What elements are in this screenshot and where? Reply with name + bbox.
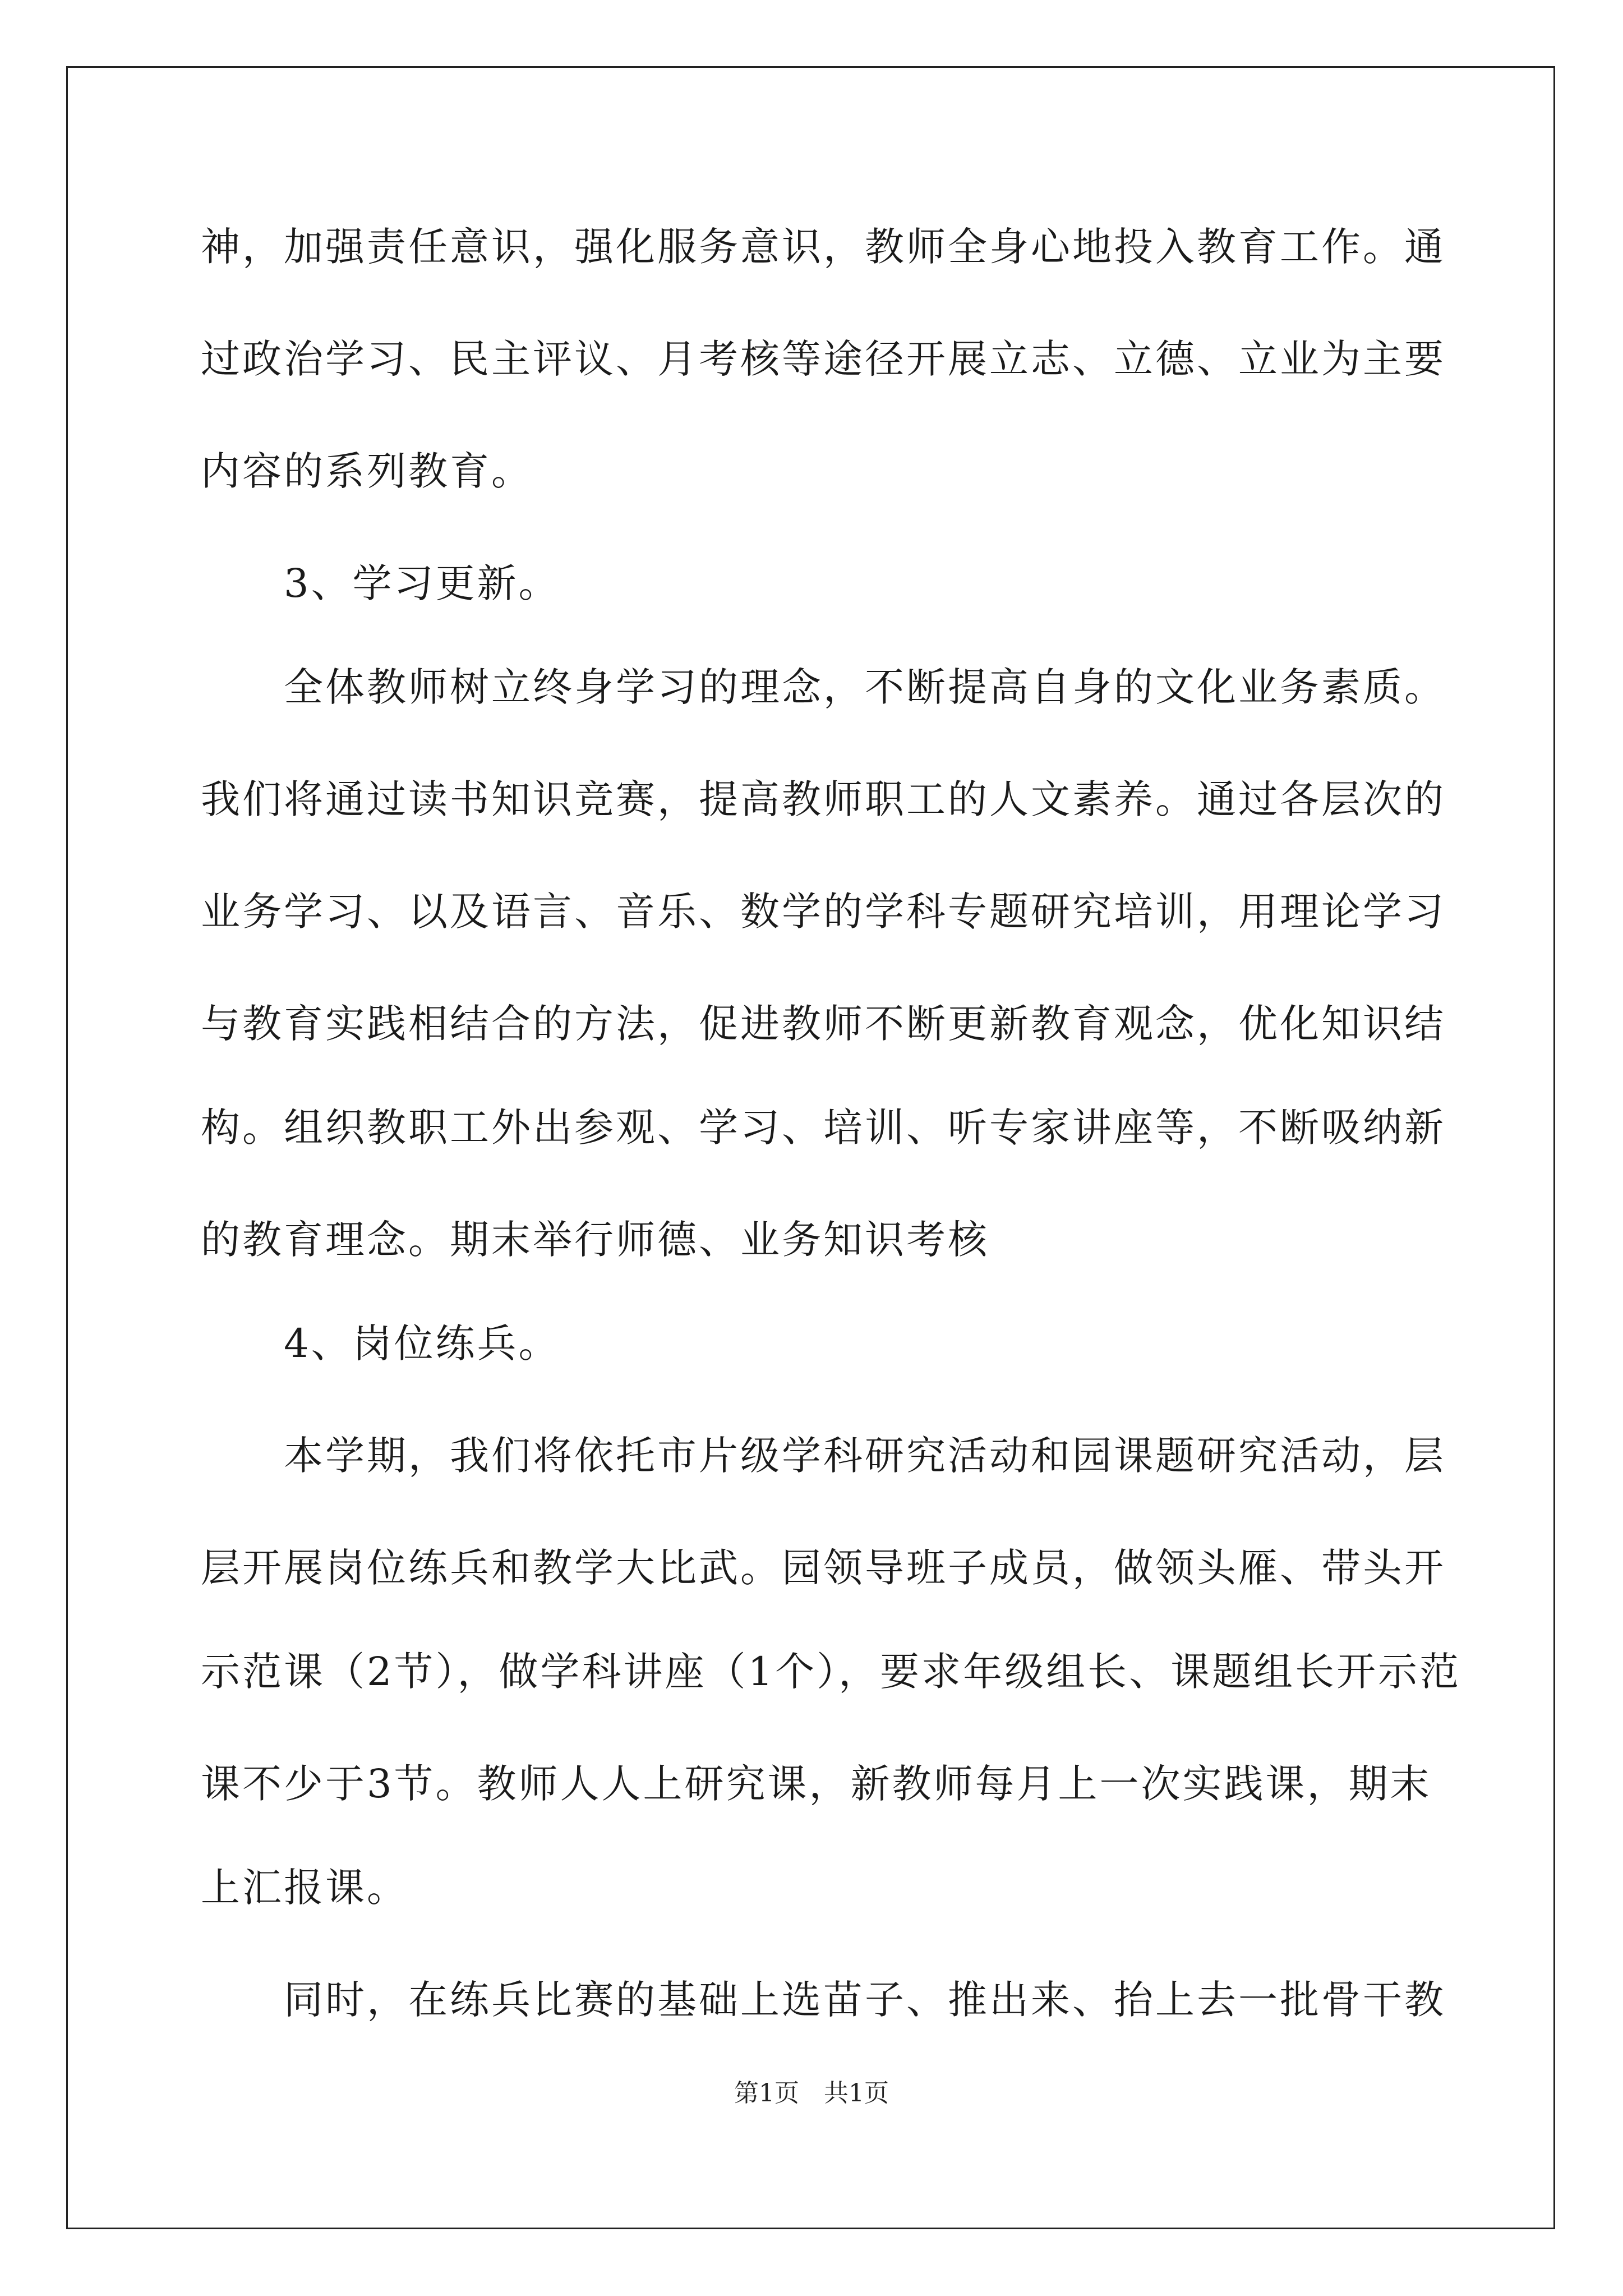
text-line: 的教育理念。期末举行师德、业务知识考核 (201, 1217, 989, 1263)
text-line: 同时，在练兵比赛的基础上选苗子、推出来、抬上去一批骨干教 (201, 1977, 1446, 2023)
text-line: 示范课（2节），做学科讲座（1个），要求年级组长、课题组长开示范 (201, 1649, 1461, 1695)
text-line: 我们将通过读书知识竞赛，提高教师职工的人文素养。通过各层次的 (201, 776, 1446, 822)
text-line: 3、学习更新。 (201, 560, 560, 606)
text-line: 全体教师树立终身学习的理念，不断提高自身的文化业务素质。 (201, 664, 1446, 710)
text-line: 神，加强责任意识，强化服务意识，教师全身心地投入教育工作。通 (201, 224, 1446, 270)
text-line: 本学期，我们将依托市片级学科研究活动和园课题研究活动，层 (201, 1433, 1446, 1479)
text-line: 业务学习、以及语言、音乐、数学的学科专题研究培训，用理论学习 (201, 889, 1446, 935)
text-line: 课不少于3节。教师人人上研究课，新教师每月上一次实践课，期末 (201, 1761, 1432, 1807)
text-line: 上汇报课。 (201, 1865, 408, 1911)
text-line: 与教育实践相结合的方法，促进教师不断更新教育观念，优化知识结 (201, 1001, 1446, 1047)
page-number-footer: 第1页 共1页 (734, 2079, 889, 2108)
text-line: 4、岗位练兵。 (201, 1320, 560, 1366)
text-line: 层开展岗位练兵和教学大比武。园领导班子成员，做领头雁、带头开 (201, 1545, 1446, 1591)
text-line: 过政治学习、民主评议、月考核等途径开展立志、立德、立业为主要 (201, 336, 1446, 382)
text-line: 构。组织教职工外出参观、学习、培训、听专家讲座等，不断吸纳新 (201, 1105, 1446, 1151)
text-line: 内容的系列教育。 (201, 448, 533, 494)
